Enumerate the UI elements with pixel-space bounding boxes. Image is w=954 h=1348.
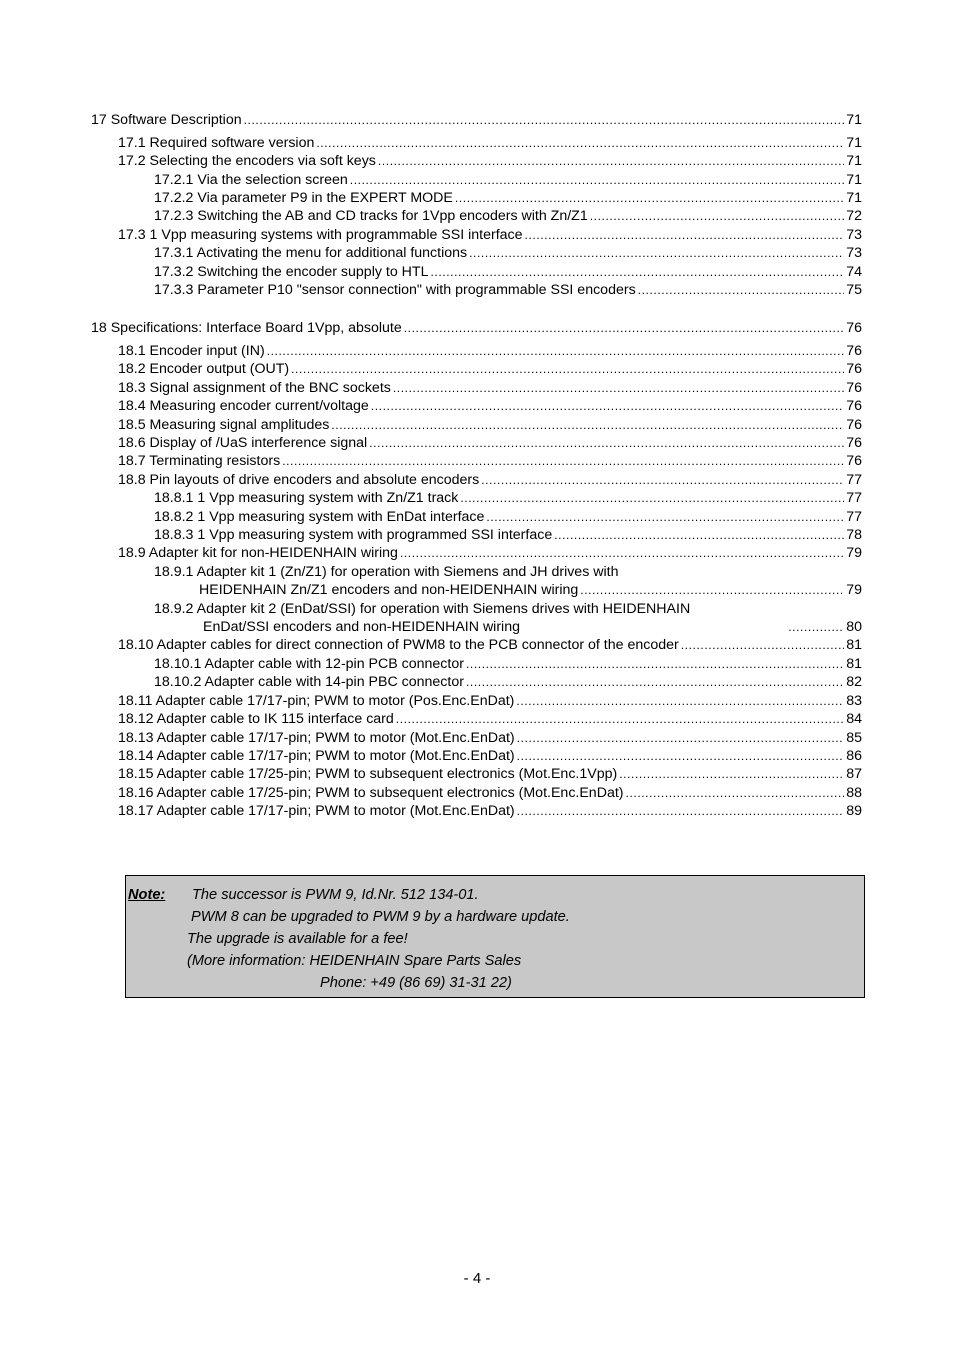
toc-entry [118, 692, 862, 710]
toc-entry-page: 77 [846, 472, 862, 488]
toc-dot-leader [396, 710, 844, 728]
toc-entry-page: 76 [846, 380, 862, 396]
toc-entry-label: EnDat/SSI encoders and non-HEIDENHAIN wiring [203, 619, 520, 635]
toc-entry-page: 76 [846, 320, 862, 336]
toc-dot-leader [466, 655, 844, 673]
toc-entry-label: 17.2.3 Switching the AB and CD tracks for 1Vpp encoders with Zn/Z1 [154, 208, 588, 224]
toc-dot-leader [580, 581, 844, 599]
toc-dot-leader [460, 489, 844, 507]
toc-entry-label: 17 Software Description [91, 112, 242, 128]
toc-entry-page: 73 [846, 245, 862, 261]
toc-dot-leader [455, 189, 844, 207]
toc-entry-page: 76 [846, 343, 862, 359]
toc-entry-page: 77 [846, 490, 862, 506]
toc-entry-label: 18.1 Encoder input (IN) [118, 343, 265, 359]
toc-dot-leader [638, 281, 845, 299]
toc-entry-label: 17.2 Selecting the encoders via soft keys [118, 153, 376, 169]
note-line: The upgrade is available for a fee! [187, 931, 408, 947]
toc-entry-label: 18.9 Adapter kit for non-HEIDENHAIN wiring [118, 545, 398, 561]
toc-entry-page: 75 [846, 282, 862, 298]
toc-entry-page: 71 [846, 135, 862, 151]
toc-dot-leader [244, 111, 845, 129]
toc-chapter [91, 319, 862, 337]
toc-entry-page: 76 [846, 417, 862, 433]
toc-entry-label: 18.5 Measuring signal amplitudes [118, 417, 330, 433]
toc-dot-leader [486, 508, 844, 526]
toc-entry-page: 73 [846, 227, 862, 243]
note-line: Phone: +49 (86 69) 31-31 22) [320, 975, 512, 991]
toc-dot-leader [516, 692, 844, 710]
toc-entry-label: 18.14 Adapter cable 17/17-pin; PWM to motor (Mot.Enc.EnDat) [118, 748, 515, 764]
page-number: - 4 - [463, 1270, 491, 1287]
toc-entry [154, 655, 862, 673]
toc-entry [154, 281, 862, 299]
toc-dot-leader [517, 802, 845, 820]
toc-entry-label: 18.10 Adapter cables for direct connection of PWM8 to the PCB connector of the encoder [118, 637, 679, 653]
toc-entry-label: 18.15 Adapter cable 17/25-pin; PWM to subsequent electronics (Mot.Enc.1Vpp) [118, 766, 618, 782]
toc-entry [154, 508, 862, 526]
toc-entry-page: 71 [846, 112, 862, 128]
toc-dot-leader [267, 342, 845, 360]
toc-entry [118, 397, 862, 415]
toc-entry-label: 18.13 Adapter cable 17/17-pin; PWM to motor (Mot.Enc.EnDat) [118, 730, 515, 746]
toc-entry [154, 600, 694, 618]
toc-dot-leader [282, 452, 844, 470]
toc-entry-label: 18.12 Adapter cable to IK 115 interface card [118, 711, 394, 727]
toc-dot-leader [590, 207, 844, 225]
toc-dot-leader [525, 226, 845, 244]
toc-entry [154, 489, 862, 507]
toc-entry-page: 86 [846, 748, 862, 764]
toc-entry [154, 263, 862, 281]
toc-entry [154, 563, 622, 581]
toc-entry [154, 244, 862, 262]
toc-entry [118, 416, 862, 434]
toc-entry-label: 18.8.2 1 Vpp measuring system with EnDat interface [154, 509, 485, 525]
toc-entry [118, 802, 862, 820]
toc-entry [118, 134, 862, 152]
toc-entry-page: 87 [846, 766, 862, 782]
toc-dot-leader [626, 784, 845, 802]
toc-dot-leader [291, 360, 844, 378]
toc-entry-label: HEIDENHAIN Zn/Z1 encoders and non-HEIDENHAIN wiring [199, 582, 579, 598]
toc-dot-leader [517, 729, 845, 747]
toc-entry-label: 18.10.1 Adapter cable with 12-pin PCB connector [154, 656, 464, 672]
toc-entry-label: 17.3 1 Vpp measuring systems with programmable SSI interface [118, 227, 523, 243]
toc-entry-label: 18.6 Display of /UaS interference signal [118, 435, 368, 451]
toc-dot-leader [369, 434, 844, 452]
toc-entry-page: 78 [846, 527, 862, 543]
toc-entry-page: 88 [846, 785, 862, 801]
toc-dot-leader [481, 471, 844, 489]
toc-entry-page: 71 [846, 172, 862, 188]
toc-entry [118, 747, 862, 765]
toc-entry-label: 18.16 Adapter cable 17/25-pin; PWM to subsequent electronics (Mot.Enc.EnDat) [118, 785, 624, 801]
toc-entry-label: 18.8.1 1 Vpp measuring system with Zn/Z1 track [154, 490, 459, 506]
toc-entry [118, 784, 862, 802]
toc-entry [118, 729, 862, 747]
toc-dot-leader [393, 379, 844, 397]
toc-dot-leader [400, 544, 844, 562]
toc-entry-label: 18.17 Adapter cable 17/17-pin; PWM to motor (Mot.Enc.EnDat) [118, 803, 515, 819]
toc-entry-page: 71 [846, 190, 862, 206]
toc-dot-leader [350, 171, 844, 189]
toc-entry-page: 82 [846, 674, 862, 690]
toc-entry [118, 765, 862, 783]
toc-dot-leader [517, 747, 845, 765]
toc-dot-leader [466, 673, 844, 691]
toc-entry-label: 17.3.3 Parameter P10 "sensor connection" with programmable SSI encoders [154, 282, 636, 298]
toc-entry-label: 18.9.2 Adapter kit 2 (EnDat/SSI) for operation with Siemens drives with HEIDENHAIN [154, 601, 691, 617]
toc-entry-page: 85 [846, 730, 862, 746]
toc-entry-label: 17.3.1 Activating the menu for additional functions [154, 245, 468, 261]
toc-entry [203, 618, 862, 636]
toc-entry-label: 18.3 Signal assignment of the BNC sockets [118, 380, 391, 396]
toc-entry-page: 81 [846, 637, 862, 653]
toc-entry [154, 189, 862, 207]
toc-entry-label: 18.8.3 1 Vpp measuring system with programmed SSI interface [154, 527, 553, 543]
toc-entry-label: 18.11 Adapter cable 17/17-pin; PWM to motor (Pos.Enc.EnDat) [118, 693, 515, 709]
toc-entry-page: 81 [846, 656, 862, 672]
toc-dot-leader [316, 134, 844, 152]
toc-dot-leader [378, 152, 844, 170]
toc-entry [118, 434, 862, 452]
toc-entry-page: 76 [846, 453, 862, 469]
toc-entry [199, 581, 862, 599]
toc-dot-leader [554, 526, 844, 544]
toc-entry [118, 471, 862, 489]
toc-dot-leader [788, 618, 844, 636]
note-line: PWM 8 can be upgraded to PWM 9 by a hardware update. [191, 909, 570, 925]
toc-entry [118, 379, 862, 397]
toc-entry-label: 17.1 Required software version [118, 135, 315, 151]
toc-entry [154, 171, 862, 189]
toc-entry [118, 360, 862, 378]
toc-entry-page: 77 [846, 509, 862, 525]
toc-entry [118, 710, 862, 728]
toc-dot-leader [430, 263, 844, 281]
toc-entry [154, 207, 862, 225]
toc-entry-label: 17.3.2 Switching the encoder supply to HTL [154, 264, 429, 280]
toc-entry-label: 18.10.2 Adapter cable with 14-pin PBC connector [154, 674, 464, 690]
toc-entry [154, 673, 862, 691]
toc-entry-page: 71 [846, 153, 862, 169]
toc-entry-page: 89 [846, 803, 862, 819]
toc-entry-page: 76 [846, 435, 862, 451]
toc-entry-page: 79 [846, 545, 862, 561]
toc-entry-page: 79 [846, 582, 862, 598]
toc-entry-label: 18 Specifications: Interface Board 1Vpp, absolute [91, 320, 402, 336]
toc-entry-page: 76 [846, 361, 862, 377]
toc-entry-page: 76 [846, 398, 862, 414]
toc-dot-leader [681, 636, 844, 654]
toc-entry [118, 226, 862, 244]
toc-entry [118, 342, 862, 360]
toc-dot-leader [469, 244, 844, 262]
note-box [125, 875, 865, 998]
toc-entry-label: 18.2 Encoder output (OUT) [118, 361, 290, 377]
toc-entry-page: 83 [846, 693, 862, 709]
toc-entry-page: 72 [846, 208, 862, 224]
toc-entry-label: 17.2.2 Via parameter P9 in the EXPERT MODE [154, 190, 453, 206]
toc-entry-page: 74 [846, 264, 862, 280]
toc-dot-leader [404, 319, 844, 337]
toc-dot-leader [371, 397, 844, 415]
toc-entry-label: 18.8 Pin layouts of drive encoders and absolute encoders [118, 472, 480, 488]
toc-entry-label: 18.4 Measuring encoder current/voltage [118, 398, 369, 414]
note-label: Note: [128, 887, 166, 903]
toc-entry [118, 636, 862, 654]
toc-chapter [91, 111, 862, 129]
toc-entry [118, 152, 862, 170]
toc-dot-leader [331, 416, 844, 434]
toc-entry-label: 18.7 Terminating resistors [118, 453, 281, 469]
toc-entry-label: 18.9.1 Adapter kit 1 (Zn/Z1) for operation with Siemens and JH drives with [154, 564, 619, 580]
toc-entry [118, 544, 862, 562]
note-line: The successor is PWM 9, Id.Nr. 512 134-01. [192, 887, 479, 903]
toc-entry [118, 452, 862, 470]
toc-entry [154, 526, 862, 544]
toc-entry-page: 80 [846, 619, 862, 635]
toc-dot-leader [619, 765, 844, 783]
note-line: (More information: HEIDENHAIN Spare Parts Sales [187, 953, 522, 969]
toc-entry-label: 17.2.1 Via the selection screen [154, 172, 348, 188]
toc-entry-page: 84 [846, 711, 862, 727]
